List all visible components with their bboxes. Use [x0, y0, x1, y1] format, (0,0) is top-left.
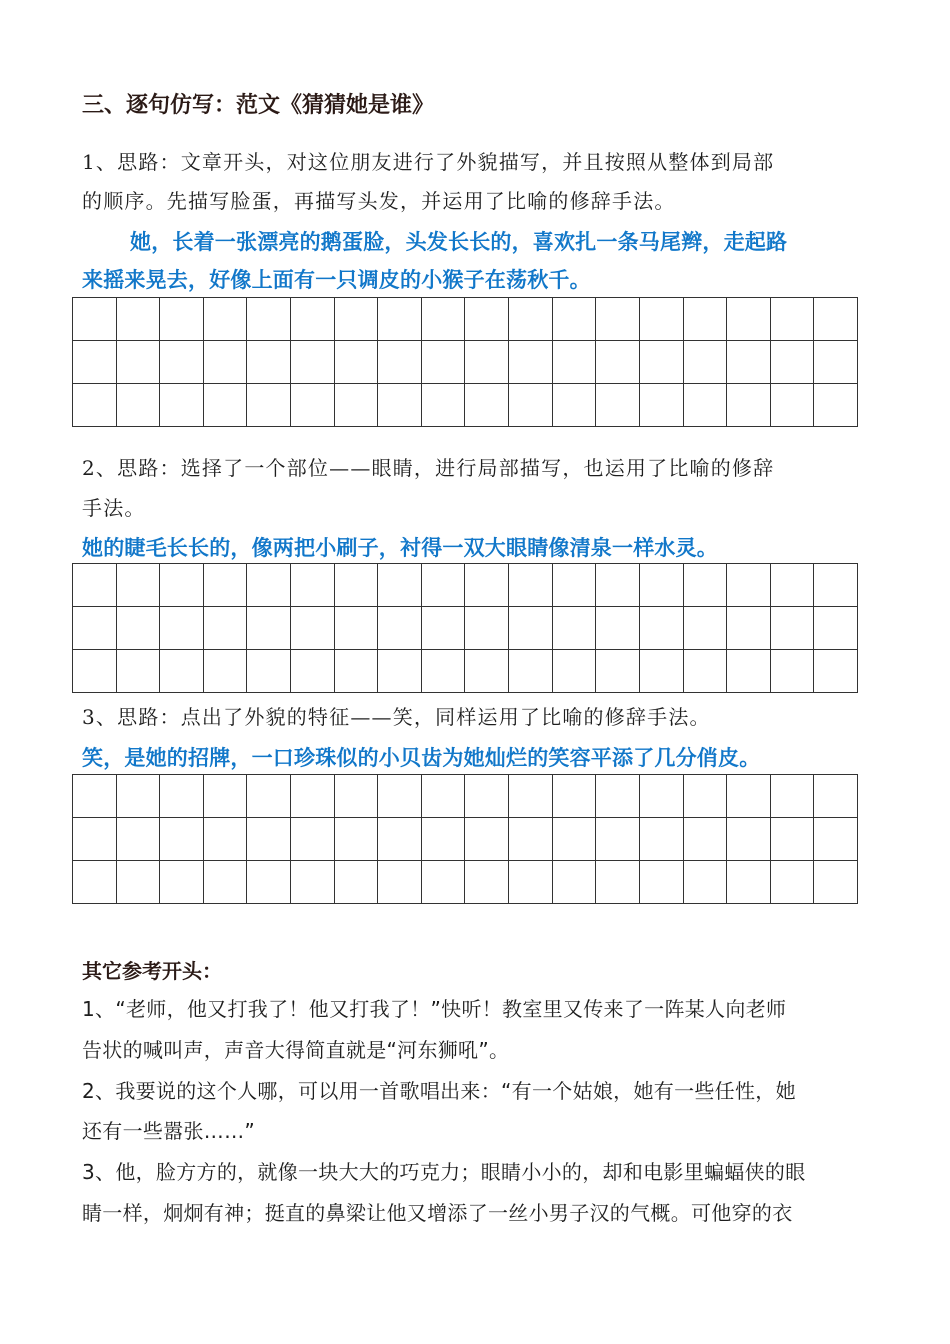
other-opening-3-line-1: 3、他，脸方方的，就像一块大大的巧克力；眼睛小小的，却和电影里蝙蝠侠的眼: [82, 1160, 806, 1184]
grid-cell: [73, 861, 117, 904]
grid-cell: [160, 818, 204, 861]
grid-cell: [378, 341, 422, 384]
grid-cell: [509, 607, 553, 650]
grid-cell: [770, 384, 814, 427]
idea-2-line-2: 手法。: [82, 496, 146, 520]
grid-cell: [683, 607, 727, 650]
grid-cell: [639, 818, 683, 861]
grid-cell: [203, 818, 247, 861]
other-opening-2-line-1: 2、我要说的这个人哪，可以用一首歌唱出来：“有一个姑娘，她有一些任性，她: [82, 1079, 796, 1103]
grid-cell: [683, 298, 727, 341]
grid-cell: [552, 650, 596, 693]
grid-cell: [465, 650, 509, 693]
grid-cell: [596, 384, 640, 427]
grid-cell: [639, 384, 683, 427]
grid-cell: [596, 861, 640, 904]
grid-cell: [334, 384, 378, 427]
grid-cell: [203, 775, 247, 818]
grid-cell: [421, 607, 465, 650]
grid-cell: [421, 341, 465, 384]
grid-cell: [421, 298, 465, 341]
grid-cell: [160, 775, 204, 818]
grid-cell: [465, 861, 509, 904]
grid-cell: [814, 861, 858, 904]
grid-row: [73, 607, 858, 650]
grid-cell: [203, 650, 247, 693]
grid-cell: [378, 607, 422, 650]
grid-cell: [334, 341, 378, 384]
model-sentence-1-line-2: 来摇来晃去，好像上面有一只调皮的小猴子在荡秋千。: [82, 268, 591, 292]
grid-cell: [509, 298, 553, 341]
grid-cell: [203, 861, 247, 904]
grid-cell: [116, 298, 160, 341]
grid-cell: [334, 861, 378, 904]
grid-cell: [291, 650, 335, 693]
grid-cell: [639, 564, 683, 607]
grid-row: [73, 775, 858, 818]
grid-cell: [73, 650, 117, 693]
grid-cell: [160, 861, 204, 904]
grid-cell: [639, 341, 683, 384]
grid-cell: [291, 775, 335, 818]
model-sentence-3: 笑，是她的招牌，一口珍珠似的小贝齿为她灿烂的笑容平添了几分俏皮。: [82, 746, 761, 770]
grid-cell: [378, 818, 422, 861]
other-openings-title: 其它参考开头：: [82, 959, 222, 983]
grid-cell: [509, 384, 553, 427]
grid-cell: [73, 775, 117, 818]
grid-cell: [683, 341, 727, 384]
grid-cell: [770, 607, 814, 650]
grid-cell: [291, 341, 335, 384]
grid-cell: [727, 384, 771, 427]
grid-cell: [421, 818, 465, 861]
writing-grid-2: [72, 563, 858, 693]
grid-cell: [203, 341, 247, 384]
other-opening-2-line-2: 还有一些嚣张……”: [82, 1119, 256, 1143]
grid-cell: [73, 384, 117, 427]
grid-cell: [160, 298, 204, 341]
grid-cell: [814, 818, 858, 861]
grid-row: [73, 861, 858, 904]
grid-cell: [814, 384, 858, 427]
grid-cell: [552, 775, 596, 818]
grid-cell: [116, 861, 160, 904]
writing-grid-1: [72, 297, 858, 427]
grid-cell: [247, 607, 291, 650]
grid-cell: [727, 298, 771, 341]
grid-cell: [160, 650, 204, 693]
grid-cell: [421, 775, 465, 818]
idea-2-line-1: 2、思路：选择了一个部位——眼睛，进行局部描写，也运用了比喻的修辞: [82, 456, 775, 480]
grid-cell: [465, 341, 509, 384]
grid-cell: [727, 564, 771, 607]
grid-cell: [683, 861, 727, 904]
grid-cell: [814, 341, 858, 384]
grid-cell: [727, 775, 771, 818]
grid-cell: [509, 861, 553, 904]
grid-cell: [421, 564, 465, 607]
grid-cell: [247, 564, 291, 607]
grid-cell: [160, 341, 204, 384]
model-sentence-2: 她的睫毛长长的，像两把小刷子，衬得一双大眼睛像清泉一样水灵。: [82, 536, 718, 560]
grid-row: [73, 564, 858, 607]
grid-cell: [814, 564, 858, 607]
grid-cell: [814, 775, 858, 818]
grid-cell: [683, 384, 727, 427]
grid-cell: [770, 775, 814, 818]
grid-cell: [639, 775, 683, 818]
grid-cell: [116, 650, 160, 693]
grid-cell: [334, 775, 378, 818]
grid-cell: [683, 775, 727, 818]
grid-cell: [596, 341, 640, 384]
grid-cell: [596, 650, 640, 693]
grid-cell: [552, 341, 596, 384]
grid-cell: [552, 607, 596, 650]
grid-cell: [421, 384, 465, 427]
grid-cell: [814, 650, 858, 693]
other-opening-3-line-2: 睛一样，炯炯有神；挺直的鼻梁让他又增添了一丝小男子汉的气概。可他穿的衣: [82, 1201, 793, 1225]
grid-cell: [727, 818, 771, 861]
grid-cell: [770, 818, 814, 861]
grid-cell: [247, 298, 291, 341]
grid-cell: [247, 341, 291, 384]
grid-cell: [160, 564, 204, 607]
grid-cell: [247, 861, 291, 904]
grid-cell: [334, 650, 378, 693]
grid-cell: [727, 861, 771, 904]
idea-1-line-1: 1、思路：文章开头，对这位朋友进行了外貌描写，并且按照从整体到局部: [82, 150, 775, 174]
grid-cell: [509, 818, 553, 861]
grid-cell: [116, 818, 160, 861]
grid-cell: [291, 384, 335, 427]
grid-cell: [378, 650, 422, 693]
grid-cell: [116, 384, 160, 427]
grid-cell: [203, 607, 247, 650]
grid-cell: [683, 564, 727, 607]
grid-cell: [291, 818, 335, 861]
grid-cell: [203, 298, 247, 341]
grid-cell: [552, 818, 596, 861]
grid-cell: [509, 341, 553, 384]
grid-cell: [596, 298, 640, 341]
grid-cell: [639, 650, 683, 693]
grid-cell: [596, 775, 640, 818]
grid-cell: [770, 341, 814, 384]
writing-grid-3: [72, 774, 858, 904]
grid-cell: [465, 298, 509, 341]
grid-cell: [421, 861, 465, 904]
grid-cell: [203, 564, 247, 607]
grid-cell: [814, 298, 858, 341]
grid-cell: [378, 775, 422, 818]
grid-cell: [814, 607, 858, 650]
grid-cell: [334, 607, 378, 650]
grid-row: [73, 341, 858, 384]
grid-cell: [116, 607, 160, 650]
grid-cell: [770, 298, 814, 341]
grid-cell: [683, 650, 727, 693]
grid-row: [73, 650, 858, 693]
grid-cell: [770, 861, 814, 904]
grid-row: [73, 384, 858, 427]
grid-cell: [334, 818, 378, 861]
grid-cell: [509, 564, 553, 607]
grid-cell: [291, 607, 335, 650]
model-sentence-1-line-1: 她，长着一张漂亮的鹅蛋脸，头发长长的，喜欢扎一条马尾辫，走起路: [130, 230, 788, 254]
grid-cell: [73, 298, 117, 341]
grid-cell: [116, 775, 160, 818]
grid-cell: [596, 607, 640, 650]
grid-cell: [639, 298, 683, 341]
idea-3-line-1: 3、思路：点出了外貌的特征——笑，同样运用了比喻的修辞手法。: [82, 705, 711, 729]
grid-row: [73, 298, 858, 341]
grid-cell: [639, 607, 683, 650]
grid-cell: [727, 607, 771, 650]
grid-cell: [378, 861, 422, 904]
section-title: 三、逐句仿写：范文《猜猜她是谁》: [82, 93, 435, 118]
grid-cell: [465, 775, 509, 818]
grid-cell: [116, 341, 160, 384]
grid-cell: [465, 607, 509, 650]
grid-cell: [770, 650, 814, 693]
grid-cell: [465, 564, 509, 607]
grid-cell: [727, 341, 771, 384]
grid-cell: [552, 861, 596, 904]
grid-cell: [552, 384, 596, 427]
grid-cell: [596, 818, 640, 861]
grid-cell: [770, 564, 814, 607]
grid-cell: [247, 650, 291, 693]
grid-cell: [247, 384, 291, 427]
grid-cell: [334, 564, 378, 607]
grid-cell: [291, 564, 335, 607]
grid-cell: [73, 607, 117, 650]
grid-cell: [378, 384, 422, 427]
other-opening-1-line-2: 告状的喊叫声，声音大得简直就是“河东狮吼”。: [82, 1038, 510, 1062]
grid-cell: [421, 650, 465, 693]
grid-cell: [378, 564, 422, 607]
grid-cell: [639, 861, 683, 904]
grid-cell: [160, 607, 204, 650]
grid-cell: [291, 861, 335, 904]
grid-cell: [683, 818, 727, 861]
grid-cell: [596, 564, 640, 607]
grid-cell: [334, 298, 378, 341]
grid-cell: [247, 818, 291, 861]
grid-cell: [291, 298, 335, 341]
grid-cell: [465, 818, 509, 861]
other-opening-1-line-1: 1、“老师，他又打我了！他又打我了！”快听！教室里又传来了一阵某人向老师: [82, 997, 787, 1021]
grid-cell: [509, 650, 553, 693]
grid-cell: [203, 384, 247, 427]
grid-cell: [727, 650, 771, 693]
grid-cell: [116, 564, 160, 607]
grid-cell: [73, 341, 117, 384]
grid-cell: [247, 775, 291, 818]
grid-cell: [73, 818, 117, 861]
grid-cell: [73, 564, 117, 607]
grid-cell: [552, 298, 596, 341]
grid-cell: [465, 384, 509, 427]
grid-cell: [509, 775, 553, 818]
grid-cell: [378, 298, 422, 341]
grid-cell: [160, 384, 204, 427]
idea-1-line-2: 的顺序。先描写脸蛋，再描写头发，并运用了比喻的修辞手法。: [82, 189, 676, 213]
grid-cell: [552, 564, 596, 607]
grid-row: [73, 818, 858, 861]
